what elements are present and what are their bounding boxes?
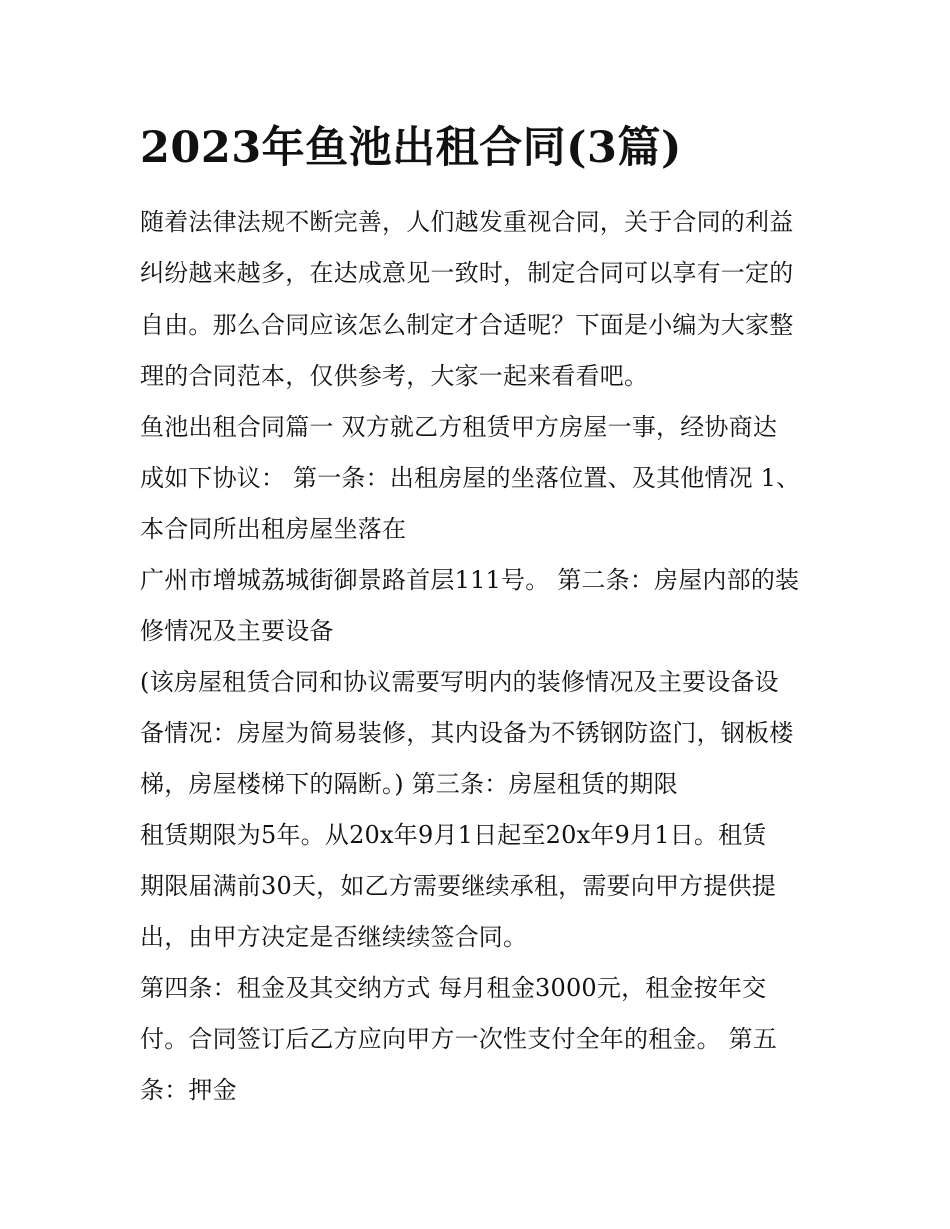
body-line: 期限届满前30天，如乙方需要继续承租，需要向甲方提供提 — [140, 872, 776, 900]
body-line: 第四条：租金及其交纳方式 每月租金3000元，租金按年交 — [140, 974, 767, 1002]
body-line: 随着法律法规不断完善，人们越发重视合同，关于合同的利益 — [140, 208, 794, 236]
body-line: 广州市增城荔城街御景路首层111号。 第二条：房屋内部的装 — [140, 566, 800, 594]
body-line: 备情况：房屋为简易装修，其内设备为不锈钢防盗门，钢板楼 — [140, 719, 794, 747]
body-line: 纠纷越来越多，在达成意见一致时，制定合同可以享有一定的 — [140, 259, 794, 287]
body-line: 付。合同签订后乙方应向甲方一次性支付全年的租金。 第五 — [140, 1025, 778, 1053]
body-line: 出，由甲方决定是否继续续签合同。 — [140, 923, 528, 951]
body-line: 本合同所出租房屋坐落在 — [140, 515, 407, 543]
body-line: 鱼池出租合同篇一 双方就乙方租赁甲方房屋一事，经协商达 — [140, 413, 778, 441]
body-line: 成如下协议： 第一条：出租房屋的坐落位置、及其他情况 1、 — [140, 464, 801, 492]
body-line: 理的合同范本，仅供参考，大家一起来看看吧。 — [140, 362, 649, 390]
document-title: 2023年鱼池出租合同(3篇) — [140, 123, 682, 173]
body-line: 自由。那么合同应该怎么制定才合适呢？下面是小编为大家整 — [140, 311, 794, 339]
body-line: (该房屋租赁合同和协议需要写明内的装修情况及主要设备设 — [140, 668, 779, 696]
body-line: 租赁期限为5年。从20x年9月1日起至20x年9月1日。租赁 — [140, 821, 767, 849]
body-line: 梯，房屋楼梯下的隔断。) 第三条：房屋租赁的期限 — [140, 770, 678, 798]
body-line: 条：押金 — [140, 1076, 237, 1104]
body-line: 修情况及主要设备 — [140, 617, 334, 645]
